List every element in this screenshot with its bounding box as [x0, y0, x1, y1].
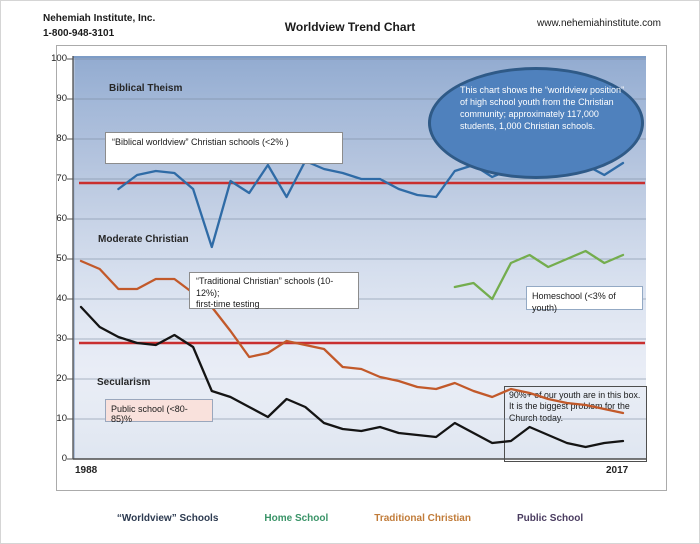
y-tick-label: 60: [56, 213, 67, 224]
region-label-biblical-theism: Biblical Theism: [109, 83, 183, 94]
summary-ellipse: [428, 67, 644, 179]
header-org: Nehemiah Institute, Inc.: [43, 13, 156, 24]
y-tick-label: 80: [56, 133, 67, 144]
header-website: www.nehemiahinstitute.com: [537, 18, 661, 29]
y-tick-label: 20: [56, 373, 67, 384]
traditional-box-line1: “Traditional Christian” schools (10-12%);: [196, 276, 334, 298]
legend-item-public-school: Public School: [516, 513, 584, 524]
y-tick-label: 50: [56, 253, 67, 264]
y-tick-label: 100: [51, 53, 67, 64]
annotation-traditional-christian-box: [189, 272, 359, 309]
annotation-homeschool-box: Homeschool (<3% of youth): [526, 286, 643, 310]
traditional-box-line2: first-time testing: [196, 299, 260, 310]
legend-item-home-school: Home School: [264, 513, 329, 524]
legend: [1, 513, 699, 524]
annotation-biblical-worldview-box: “Biblical worldview” Christian schools (<2% ): [105, 132, 343, 164]
header-phone: 1-800-948-3101: [43, 28, 115, 39]
y-tick-label: 0: [61, 453, 67, 464]
legend-item-worldview-schools: “Worldview” Schools: [116, 513, 219, 524]
page-title: Worldview Trend Chart: [284, 20, 416, 34]
region-label-secularism: Secularism: [97, 377, 151, 388]
summary-ellipse-text: This chart shows the “worldview position” of high school youth from the Christian community; approximately 117,000 students, 1,000 Christian schools.: [460, 85, 625, 131]
y-tick-label: 90: [56, 93, 67, 104]
x-tick-2017: 2017: [606, 465, 629, 476]
y-tick-label: 10: [56, 413, 67, 424]
annotation-public-school-box: Public school (<80-85)%: [105, 399, 213, 422]
x-tick-1988: 1988: [75, 465, 98, 476]
legend-item-traditional-christian: Traditional Christian: [374, 513, 471, 524]
y-tick-label: 70: [56, 173, 67, 184]
region-label-moderate-christian: Moderate Christian: [98, 234, 189, 245]
y-tick-label: 30: [56, 333, 67, 344]
annotation-youth-box: 90%+ of our youth are in this box. It is the biggest problem for the Church today.: [504, 386, 647, 462]
y-tick-label: 40: [56, 293, 67, 304]
